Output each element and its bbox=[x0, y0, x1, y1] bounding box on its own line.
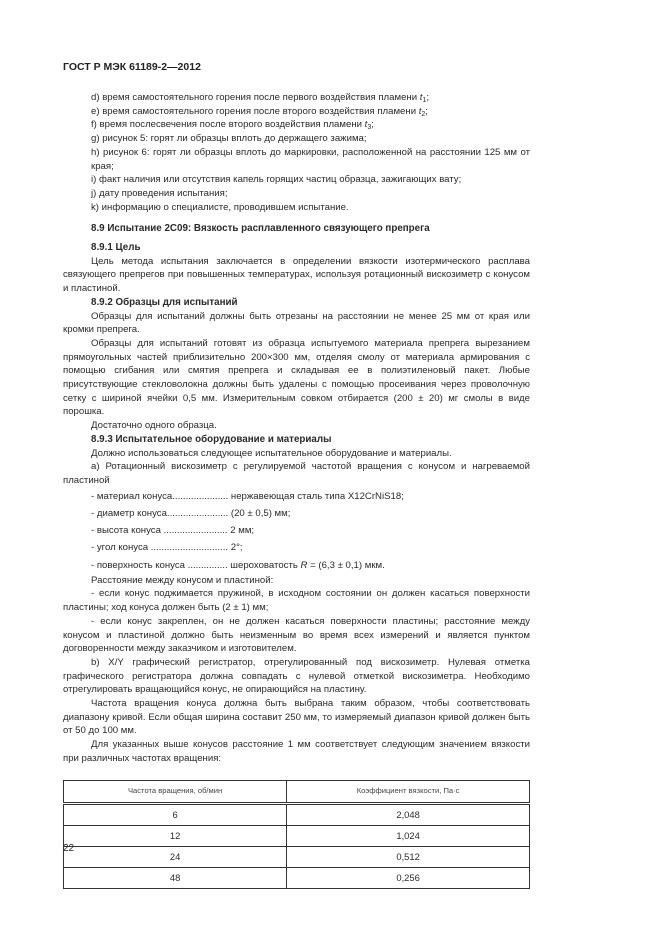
table-cell: 0,256 bbox=[287, 867, 530, 888]
list-item bbox=[63, 187, 530, 201]
spec-item bbox=[63, 522, 530, 539]
list-item bbox=[63, 118, 530, 132]
table-row bbox=[64, 825, 530, 846]
punctuation: ; bbox=[371, 119, 374, 131]
paragraph: a) Ротационный вискозиметр с регулируемой частотой вращения с конусом и нагреваемой пластиной bbox=[63, 461, 530, 486]
viscosity-table bbox=[63, 780, 530, 889]
variable: t bbox=[364, 119, 368, 131]
table-row bbox=[64, 846, 530, 867]
paragraph: Должно использоваться следующее испытательное оборудование и материалы. bbox=[91, 447, 452, 459]
variable: t bbox=[418, 105, 422, 117]
subsection-heading: 8.9.3 Испытательное оборудование и материалы bbox=[91, 433, 332, 445]
cone-spec-list bbox=[63, 488, 530, 574]
paragraph: Частота вращения конуса должна быть выбрана таким образом, чтобы соответствовать диапазону кривой. Если общая ширина составит 250 мм, то измеряемый диапазон кривой должен быть от 50 до 100 мм. bbox=[63, 698, 530, 737]
list-item-text: f) время послесвечения после второго воздействия пламени bbox=[91, 119, 365, 131]
list-item bbox=[63, 91, 530, 105]
paragraph: Достаточно одного образца. bbox=[91, 420, 217, 432]
paragraph: Цель метода испытания заключается в определении вязкости изотермического расплава связующего препрегов при повышенных температурах, используя ротационный вискозиметр с конусом и пластиной. bbox=[63, 255, 530, 295]
spec-value: 2 мм; bbox=[227, 525, 255, 537]
table-row bbox=[64, 803, 530, 825]
table-cell: 6 bbox=[64, 803, 287, 825]
table-cell: 12 bbox=[64, 825, 287, 846]
paragraph: Для указанных выше конусов расстояние 1 мм соответствует следующим значением вязкости при различных частотах вращения: bbox=[63, 739, 530, 764]
table-cell: 1,024 bbox=[287, 825, 530, 846]
punctuation: ; bbox=[425, 105, 428, 117]
subscript: 1 bbox=[422, 97, 427, 104]
spec-value: (20 ± 0,5) мм; bbox=[228, 507, 291, 519]
paragraph: - если конус закреплен, он не должен касаться поверхности пластины; расстояние между конусом и пластиной должно быть неизменным во время всех измерений и является пунктом договоренности между заказчиком и изготовителем. bbox=[63, 615, 530, 655]
paragraph: Образцы для испытаний готовят из образца испытуемого материала препрега вырезанием прямоугольных частей приблизительно 200×300 мм, отделяя смолу от материала армирования с помощью сгибания или смятия препрега и складывая ее в полиэтиленовый пакет. Любые присутствующие стекловолокна должны быть удалены с помощью просеивания через проволочную сетку с шириной ячейки 0,5 мм. Измерительным совком отбирается (200 ± 20) мг смолы в виде порошка. bbox=[63, 337, 530, 418]
list-item bbox=[63, 201, 530, 215]
spec-label: - угол конуса ............................. bbox=[91, 542, 229, 554]
table-header: Частота вращения, об/мин bbox=[64, 780, 287, 803]
spec-value-end: = (6,3 ± 0,1) мкм. bbox=[307, 559, 385, 571]
list-item-text: e) время самостоятельного горения после второго воздействия пламени bbox=[91, 105, 419, 117]
paragraph: Образцы для испытаний должны быть отрезаны на расстоянии не менее 25 мм от края или кромки препрега. bbox=[63, 310, 530, 336]
list-item-text: i) факт наличия или отсутствия капель горящих частиц образца, зажигающих вату; bbox=[91, 174, 462, 186]
list-item bbox=[63, 132, 530, 146]
table-cell: 48 bbox=[64, 867, 287, 888]
punctuation: ; bbox=[426, 92, 429, 103]
variable: t bbox=[419, 92, 423, 103]
subsection-heading: 8.9.1 Цель bbox=[91, 242, 141, 254]
page-number: 22 bbox=[63, 843, 75, 854]
report-items-list bbox=[63, 91, 530, 214]
subscript: 3 bbox=[367, 124, 372, 132]
table-cell: 0,512 bbox=[287, 846, 530, 867]
spec-label: - материал конуса..................... bbox=[91, 490, 229, 502]
paragraph: Расстояние между конусом и пластиной: bbox=[91, 574, 274, 586]
spec-label: - поверхность конуса ............... bbox=[91, 559, 228, 571]
document-header: ГОСТ Р МЭК 61189-2—2012 bbox=[63, 61, 201, 73]
spec-value: 2°; bbox=[228, 542, 243, 554]
paragraph: - если конус поджимается пружиной, в исходном состоянии он должен касаться поверхности пластины; ход конуса должен быть (2 ± 1) мм; bbox=[63, 588, 530, 614]
spec-label: - диаметр конуса....................... bbox=[91, 507, 229, 519]
subsection-heading: 8.9.2 Образцы для испытаний bbox=[91, 296, 238, 308]
list-item-text: k) информацию о специалисте, проводившем испытание. bbox=[91, 201, 349, 213]
table-cell: 24 bbox=[64, 846, 287, 867]
spec-value: нержавеющая сталь типа X12CrNiS18; bbox=[228, 490, 404, 502]
paragraph: b) X/Y графический регистратор, отрегулированный под вискозиметр. Нулевая отметка графического регистратора должна совпадать с нулевой отметкой вискозиметра. Необходимо отрегулировать вращающийся конус, не опирающийся на пластину. bbox=[63, 656, 530, 696]
spec-item bbox=[63, 505, 530, 522]
list-item-text: d) время самостоятельного горения после первого воздействия пламени bbox=[91, 92, 420, 103]
spec-item bbox=[63, 557, 530, 574]
table-header: Коэффициент вязкости, Па·с bbox=[287, 780, 530, 803]
spec-item bbox=[63, 488, 530, 505]
section-heading: 8.9 Испытание 2С09: Вязкость расплавленного связующего препрега bbox=[91, 223, 430, 235]
table-row bbox=[64, 867, 530, 888]
variable: R bbox=[300, 559, 308, 571]
spec-label: - высота конуса ........................ bbox=[91, 525, 228, 537]
list-item-text: h) рисунок 6: горят ли образцы вплоть до маркировки, расположенной на расстоянии 125 мм от края; bbox=[91, 146, 530, 172]
list-item bbox=[63, 146, 530, 173]
page-content bbox=[63, 91, 530, 889]
table-cell: 2,048 bbox=[287, 803, 530, 825]
spec-item bbox=[63, 539, 530, 556]
spec-value: шероховатость bbox=[227, 559, 301, 571]
subscript: 2 bbox=[421, 110, 426, 118]
list-item-text: j) дату проведения испытания; bbox=[91, 187, 228, 199]
list-item bbox=[63, 105, 530, 119]
list-item bbox=[63, 173, 530, 187]
list-item-text: g) рисунок 5: горят ли образцы вплоть до держащего зажима; bbox=[91, 133, 367, 145]
